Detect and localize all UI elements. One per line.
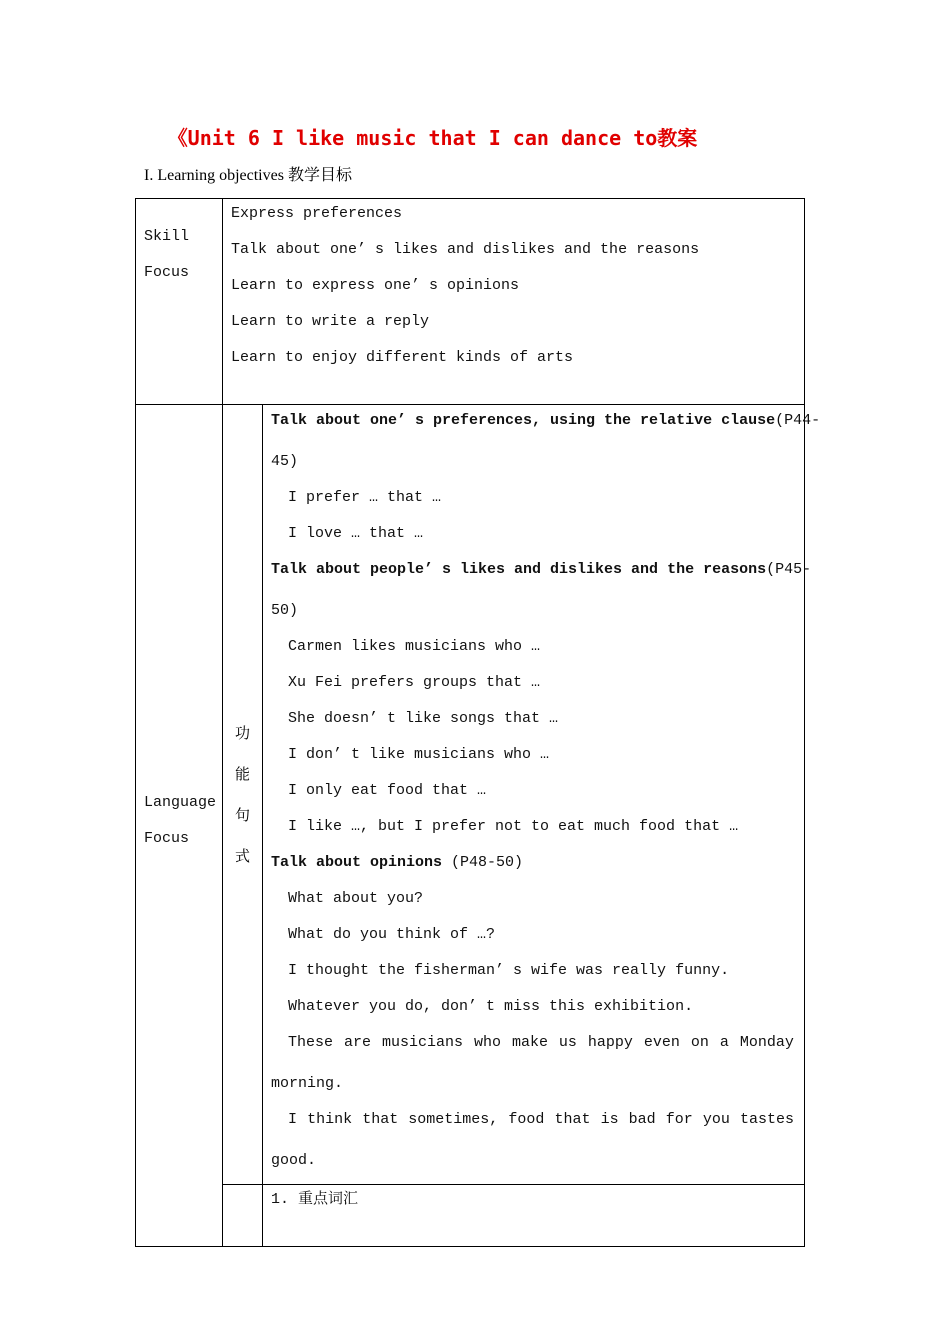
- language-focus-label-line1: Language: [144, 793, 217, 811]
- skill-item: Express preferences: [231, 205, 403, 222]
- word: make: [511, 1034, 548, 1051]
- example-sentence: What about you?: [288, 890, 424, 907]
- word: for: [665, 1111, 693, 1128]
- skill-focus-label: [136, 199, 223, 405]
- group-heading: [271, 557, 812, 598]
- word: a: [719, 1034, 729, 1051]
- example-sentence: What do you think of …?: [288, 926, 496, 943]
- word: tastes: [739, 1111, 794, 1128]
- example-sentence: I like …, but I prefer not to eat much food that …: [288, 818, 739, 835]
- word: that: [554, 1111, 591, 1128]
- sentence-continuation: good.: [271, 1152, 317, 1169]
- vocab-sub-label: [223, 1185, 263, 1247]
- language-focus-row: [136, 405, 805, 1185]
- example-sentence: I love … that …: [288, 525, 424, 542]
- word: food: [508, 1111, 545, 1128]
- function-sentence-label: [223, 405, 263, 1185]
- word: Monday: [739, 1034, 794, 1051]
- group1-ref-a: (P44-: [775, 412, 821, 429]
- example-sentence: I don’ t like musicians who …: [288, 746, 550, 763]
- group1-ref-b: 45): [271, 453, 299, 470]
- skill-item: Learn to express one’ s opinions: [231, 277, 520, 294]
- word: on: [690, 1034, 709, 1051]
- skill-item: Learn to write a reply: [231, 313, 430, 330]
- group2-heading: Talk about people’ s likes and dislikes and the reasons: [271, 561, 767, 578]
- skill-focus-content: [223, 199, 805, 405]
- word: bad: [628, 1111, 656, 1128]
- example-sentence: I thought the fisherman’ s wife was really funny.: [288, 962, 730, 979]
- word: are: [343, 1034, 371, 1051]
- word: happy: [587, 1034, 633, 1051]
- word: musicians: [381, 1034, 463, 1051]
- group-heading: [271, 850, 804, 886]
- word: who: [473, 1034, 501, 1051]
- document-title-text: 《Unit 6 I like music that I can dance to教案: [167, 126, 698, 150]
- vocab-heading: 1. 重点词汇: [271, 1191, 359, 1208]
- vertical-char: 式: [234, 846, 250, 865]
- sentence-continuation: morning.: [271, 1075, 344, 1092]
- group3-heading: Talk about opinions: [271, 854, 443, 871]
- word: think: [307, 1111, 353, 1128]
- learning-objectives-table: [135, 198, 821, 1247]
- group2-ref-b: 50): [271, 602, 299, 619]
- group1-heading: Talk about one’ s preferences, using the relative clause: [271, 412, 776, 429]
- vertical-char: 句: [234, 805, 250, 824]
- document-title: [0, 122, 865, 151]
- skill-focus-label-line2: Focus: [144, 264, 190, 281]
- section-heading: I. Learning objectives 教学目标: [144, 167, 352, 184]
- group2-ref-a: (P45-: [766, 561, 812, 578]
- word: even: [643, 1034, 680, 1051]
- example-sentence: Xu Fei prefers groups that …: [288, 674, 541, 691]
- language-focus-label-line2: Focus: [144, 829, 190, 847]
- group-heading: [271, 408, 821, 449]
- word: that: [362, 1111, 399, 1128]
- vertical-char: 功: [234, 723, 250, 742]
- skill-item: Talk about one’ s likes and dislikes and the reasons: [231, 241, 700, 258]
- word: us: [558, 1034, 577, 1051]
- example-sentence: I only eat food that …: [288, 782, 487, 799]
- skill-focus-row: [136, 199, 805, 405]
- word: These: [288, 1034, 334, 1051]
- language-focus-content: [263, 405, 821, 1185]
- skill-item: Learn to enjoy different kinds of arts: [231, 349, 574, 366]
- example-sentence: Whatever you do, don’ t miss this exhibition.: [288, 998, 694, 1015]
- skill-focus-label-line1: Skill: [144, 228, 190, 245]
- word: is: [600, 1111, 619, 1128]
- word: sometimes,: [408, 1111, 499, 1128]
- language-focus-label: [136, 405, 223, 1247]
- group3-ref: (P48-50): [451, 854, 524, 871]
- justified-sentence: [271, 1107, 804, 1148]
- justified-sentence: [271, 1030, 804, 1071]
- example-sentence: I prefer … that …: [288, 489, 442, 506]
- vocab-row: [136, 1185, 805, 1247]
- word: you: [702, 1111, 730, 1128]
- word: I: [288, 1111, 298, 1128]
- vertical-char: 能: [234, 764, 250, 783]
- example-sentence: Carmen likes musicians who …: [288, 638, 541, 655]
- example-sentence: She doesn’ t like songs that …: [288, 710, 559, 727]
- vocab-content: [263, 1185, 805, 1247]
